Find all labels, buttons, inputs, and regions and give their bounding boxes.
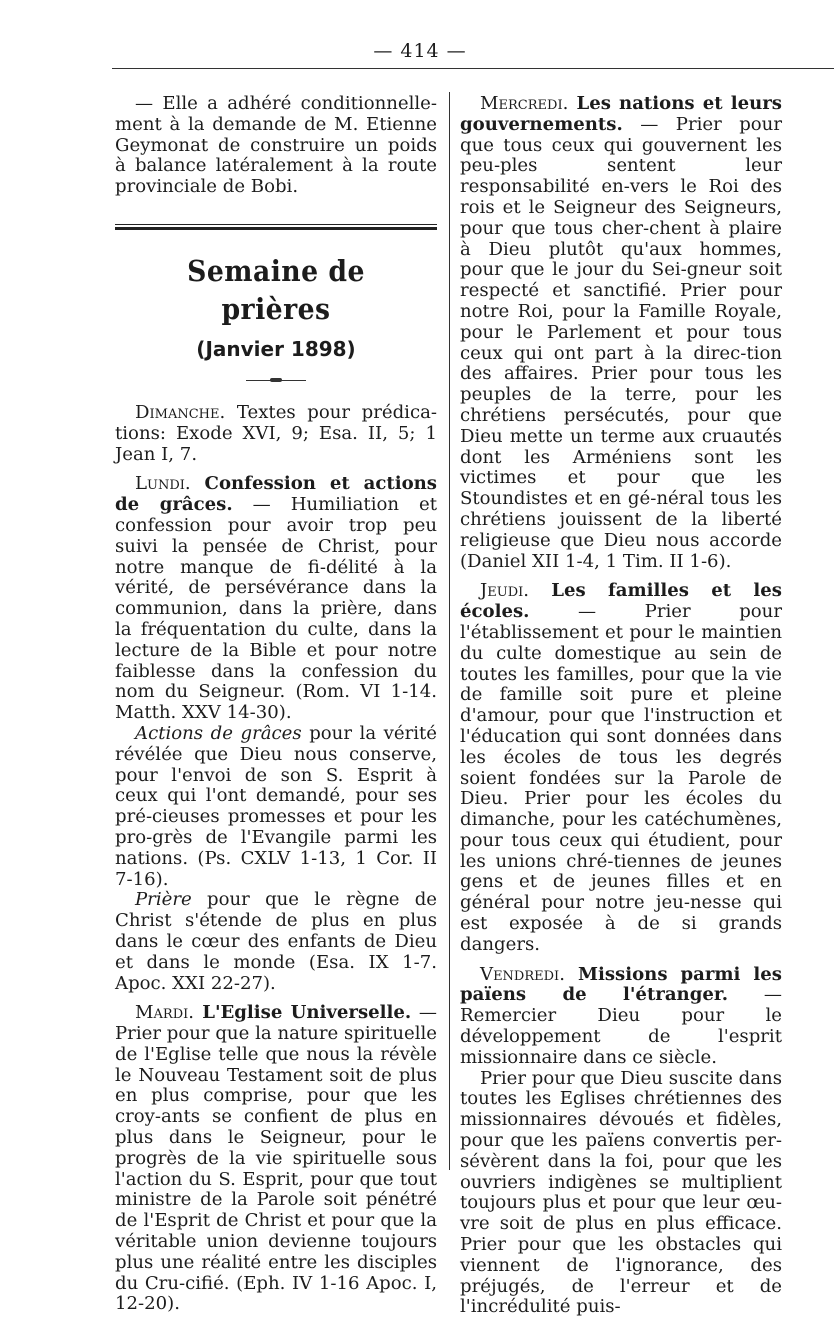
mercredi-text: — Prier pour que tous ceux qui gouvernent les peu-ples sentent leur responsabilité en-vers le Roi des rois et le Seigneur des Seigneurs, pour que tous cher-chent à plaire à Dieu plutôt qu'aux hommes, pour que le jour du Sei-gneur soit respecté et sanctifié. Prier pour notre Roi, pour la Famille Royale, pour le Parlement et pour tous ceux qui ont part à la direc-tion des affaires. Prier pour tous les peuples de la terre, pour les chrétiens persécutés, pour que Dieu mette un terme aux cruautés dont les Arméniens sont les victimes et pour que les Stoundistes et en gé-néral tous les chrétiens jouissent de la liberté religieuse que Dieu nous accorde (Daniel XII 1-4, 1 Tim. II 1-6). bbox=[460, 113, 782, 572]
mardi-text: — Prier pour que la nature spirituelle de l'Eglise telle que nous la révèle le Nouveau Testament soit de plus en plus comprise, pour que les croy-ants se confient de plus en plus dans le Seigneur, pour le progrès de la vie spirituelle sous l'action du S. Esprit, pour que tout ministre de la Parole soit pénétré de l'Esprit de Christ et pour que la véritable union devienne toujours plus une réalité entre les disciples du Cru-cifié. (Eph. IV 1-16 Apoc. I, 12-20). bbox=[115, 1002, 437, 1315]
priere-paragraph bbox=[115, 890, 437, 994]
mercredi-heading: Les nations et leurs gouvernements. bbox=[460, 93, 782, 135]
header-rule bbox=[112, 68, 834, 69]
vendredi-label: Vendredi. bbox=[480, 963, 565, 985]
article-subtitle: (Janvier 1898) bbox=[196, 336, 356, 361]
left-column bbox=[115, 94, 437, 1315]
mercredi-paragraph bbox=[460, 94, 782, 572]
dimanche-text: Textes pour prédica-tions: Exode XVI, 9; Esa. II, 5; 1 Jean I, 7. bbox=[115, 401, 437, 465]
vendredi-text: — Remercier Dieu pour le développement de l'esprit missionnaire dans ce siècle. bbox=[460, 984, 782, 1068]
lundi-label: Lundi. bbox=[135, 473, 191, 495]
jeudi-text: — Prier pour l'établissement et pour le maintien du culte domestique au sein de toutes les familles, pour que la vie de famille soit pure et pleine d'amour, pour que l'instruction et l'éducation qui sont données dans les écoles de tous les degrés soient fondées sur la Parole de Dieu. Prier pour les écoles du dimanche, pour les catéchumènes, pour tous ceux qui étudient, pour les unions chré-tiennes de jeunes gens et de jeunes filles et en général pour notre jeu-nesse qui est exposée à de si grands dangers. bbox=[460, 601, 782, 955]
mardi-label: Mardi. bbox=[135, 1002, 195, 1024]
jeudi-paragraph bbox=[460, 581, 782, 955]
intro-paragraph: — Elle a adhéré conditionnelle-ment à la demande de M. Etienne Geymonat de construire un poids à balance latéralement à la route provinciale de Bobi. bbox=[115, 93, 437, 198]
vendredi-heading: Missions parmi les païens de l'étranger. bbox=[460, 963, 782, 1006]
jeudi-heading: Les familles et les écoles. bbox=[460, 580, 782, 623]
mardi-paragraph bbox=[115, 1003, 437, 1315]
vendredi-paragraph bbox=[460, 965, 782, 1069]
lundi-paragraph bbox=[115, 474, 437, 724]
ornament-divider bbox=[246, 380, 306, 381]
dimanche-paragraph bbox=[115, 403, 437, 465]
lundi-text: — Humiliation et confession pour avoir trop peu suivi la pensée de Christ, pour notre manque de fi-délité à la vérité, de persévérance dans la communion, dans la prière, dans la fréquentation du culte, dans la lecture de la Bible et pour notre faiblesse dans la confession du nom du Seigneur. (Rom. VI 1-14. Matth. XXV 14-30). bbox=[115, 494, 437, 724]
article-title: Semaine de prières bbox=[187, 253, 365, 326]
vendredi-paragraph-2: Prier pour que Dieu suscite dans toutes les Eglises chrétiennes des missionnaires dévoués et fidèles, pour que les païens convertis per-sévèrent dans la foi, pour que les ouvriers indigènes se multiplient toujours plus et pour que leur œu-vre soit de plus en plus efficace. Prier pour que les obstacles qui viennent de l'ignorance, des préjugés, de l'erreur et de l'incrédulité puis- bbox=[460, 1067, 782, 1318]
column-divider bbox=[449, 92, 450, 1170]
priere-text: pour que le règne de Christ s'étende de plus en plus dans le cœur des enfants de Dieu et dans le monde (Esa. IX 1-7. Apoc. XXI 22-27). bbox=[115, 889, 437, 994]
actions-label: Actions de grâces bbox=[135, 722, 302, 744]
right-column bbox=[460, 94, 782, 1318]
page-number: — 414 — bbox=[373, 40, 467, 62]
actions-paragraph bbox=[115, 724, 437, 890]
priere-label: Prière bbox=[135, 889, 192, 911]
mardi-heading: L'Eglise Universelle. bbox=[194, 1002, 412, 1024]
dimanche-label: Dimanche. bbox=[135, 401, 226, 423]
mercredi-label: Mercredi. bbox=[480, 93, 569, 114]
section-separator bbox=[115, 224, 437, 230]
actions-text: pour la vérité révélée que Dieu nous conserve, pour l'envoi de son S. Esprit à ceux qui l'ont demandé, pour ses pré-cieuses promesses et pour les pro-grès de l'Evangile parmi les nations. (Ps. CXLV 1-13, 1 Cor. II 7-16). bbox=[115, 722, 438, 890]
jeudi-label: Jeudi. bbox=[480, 580, 530, 602]
lundi-heading: Confession et actions de grâces. bbox=[115, 473, 437, 516]
